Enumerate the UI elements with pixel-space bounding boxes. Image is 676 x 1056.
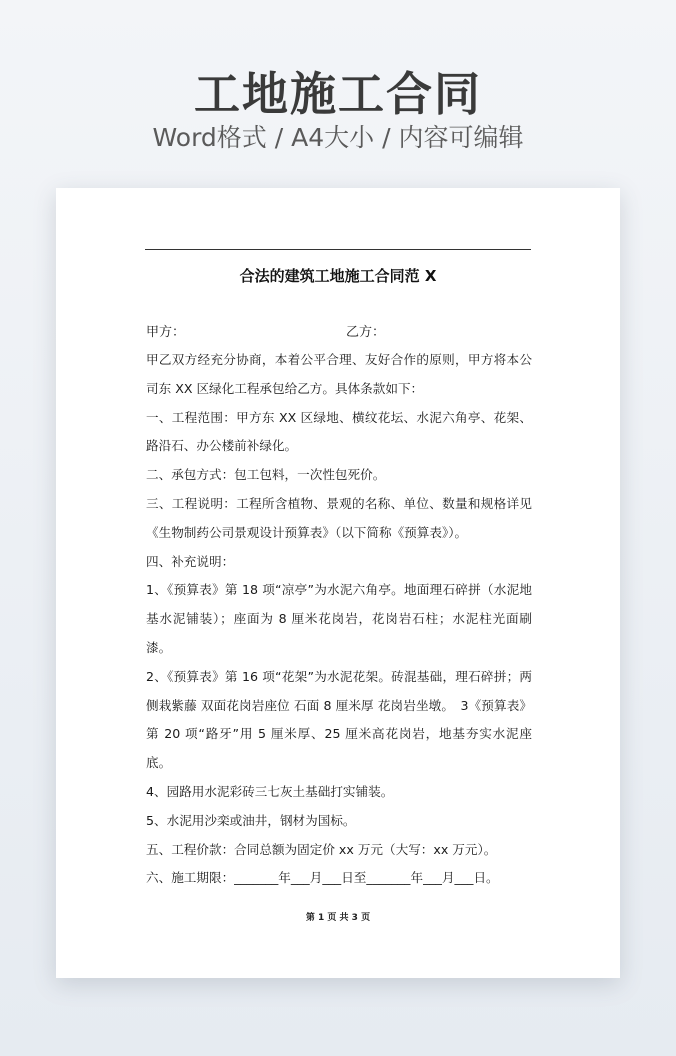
paragraph-price: 五、工程价款：合同总额为固定价 xx 万元（大写：xx 万元）。 [146, 841, 497, 857]
document-body [146, 346, 532, 893]
paragraph-supplement-1: 1、《预算表》第 18 项“凉亭”为水泥六角亭。地面理石碎拼（水泥地基水泥铺装）；座面为 8 厘米花岗岩，花岗岩石柱；水泥柱光面刷漆。 [146, 582, 532, 655]
party-a-label: 甲方： [146, 325, 186, 340]
paragraph-supplement-4: 4、园路用水泥彩砖三七灰土基础打实铺装。 [146, 783, 394, 799]
paragraph-duration: 六、施工期限：_______年___月___日至_______年___月___日。 [146, 870, 499, 886]
document-page [56, 188, 620, 978]
document-title: 合法的建筑工地施工合同范 X [239, 267, 437, 285]
paragraph-supplement-5: 5、水泥用沙栾或油井，钢材为国标。 [146, 812, 356, 828]
paragraph-supplement-heading: 四、补充说明： [146, 553, 235, 569]
paragraph-scope: 一、工程范围：甲方东 XX 区绿地、横纹花坛、水泥六角亭、花架、路沿石、办公楼前补绿化。 [146, 409, 532, 454]
paragraph-contract-method: 二、承包方式：包工包料，一次性包死价。 [146, 467, 386, 483]
paragraph-intro: 甲乙双方经充分协商，本着公平合理、友好合作的原则，甲方将本公司东 XX 区绿化工程承包给乙方。具体条款如下： [146, 352, 532, 396]
party-b-label: 乙方： [346, 325, 386, 340]
paragraph-project-description: 三、工程说明：工程所含植物、景观的名称、单位、数量和规格详见《生物制药公司景观设计预算表》（以下简称《预算表》）。 [146, 495, 532, 540]
header-rule [145, 249, 531, 250]
banner-subtitle: Word格式 / A4大小 / 内容可编辑 [152, 123, 524, 152]
page-number: 第 1 页 共 3 页 [305, 913, 371, 923]
banner-title: 工地施工合同 [194, 67, 482, 121]
paragraph-supplement-2: 2、《预算表》第 16 项“花架”为水泥花架。砖混基础，理石碎拼；两侧栽紫藤 双面花岗岩座位 石面 8 厘米厚 花岗岩坐墩。 3《预算表》第 20 项“路牙”用 5 厘米厚、25 厘米高花岗岩，地基夯实水泥座底。 [146, 668, 532, 771]
